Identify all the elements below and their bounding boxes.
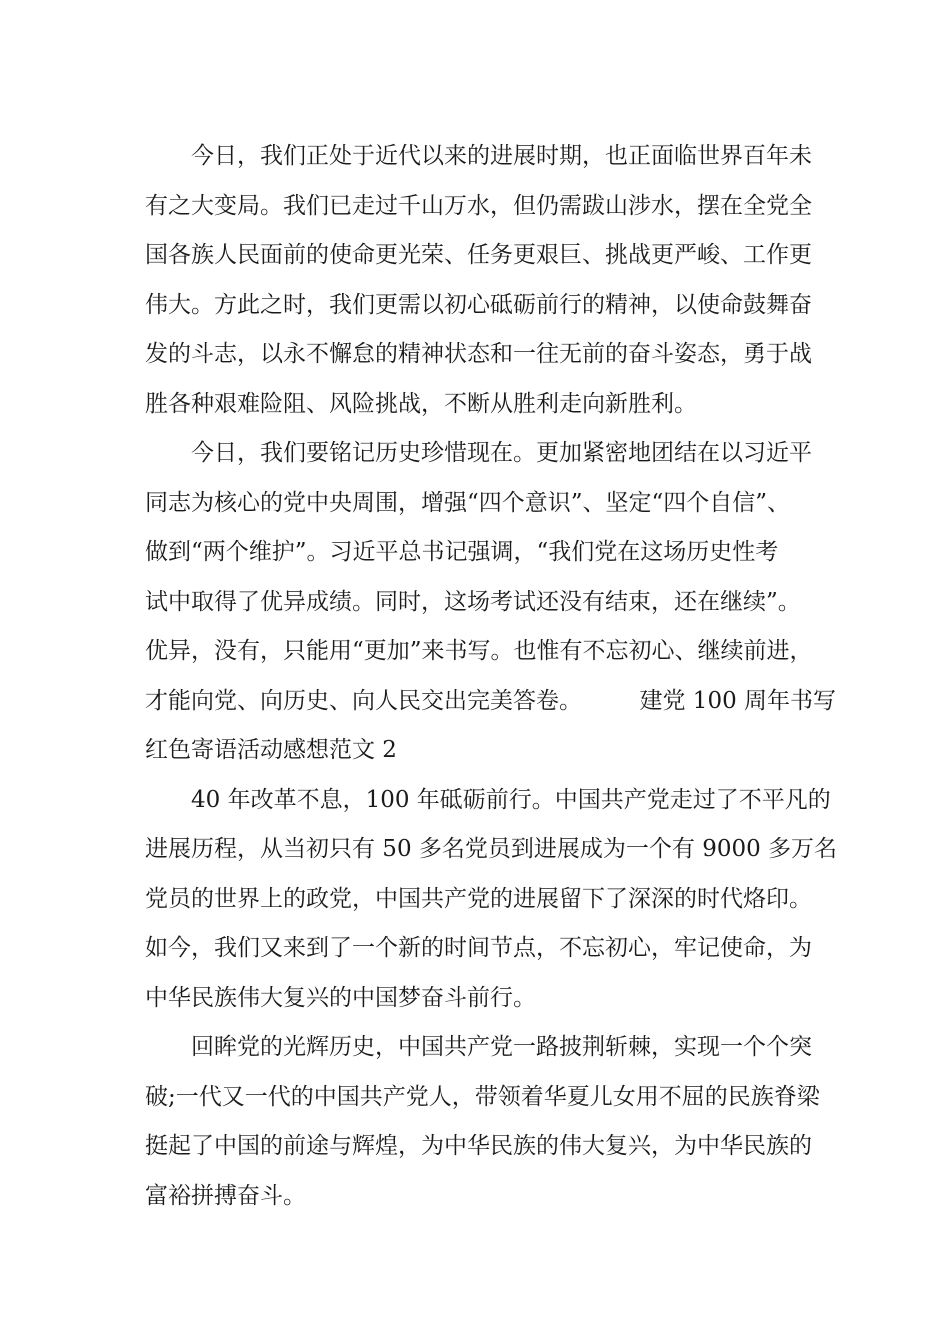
paragraph-line: 胜各种艰难险阻、风险挑战，不断从胜利走向新胜利。 — [145, 390, 697, 417]
paragraph-line: 如今，我们又来到了一个新的时间节点，不忘初心，牢记使命，为 — [145, 935, 812, 961]
paragraph-line: 试中取得了优异成绩。同时，这场考试还没有结束，还在继续”。 — [145, 588, 801, 615]
paragraph-3 — [145, 776, 838, 1024]
paragraph-line: 红色寄语活动感想范文 2 — [145, 737, 397, 763]
paragraph-line: 发的斗志，以永不懈怠的精神状态和一往无前的奋斗姿态，勇于战 — [145, 341, 812, 367]
paragraph-line: 进展历程，从当初只有 50 多名党员到进展成为一个有 9000 多万名 — [145, 836, 838, 862]
paragraph-line: 破;一代又一代的中国共产党人，带领着华夏儿女用不屈的民族脊梁 — [145, 1083, 820, 1110]
paragraph-line: 中华民族伟大复兴的中国梦奋斗前行。 — [145, 984, 536, 1011]
paragraph-line: 才能向党、向历史、向人民交出完美答卷。 建党 100 周年书写 — [145, 687, 837, 714]
paragraph-line: 有之大变局。我们已走过千山万水，但仍需跋山涉水，摆在全党全 — [145, 192, 812, 219]
paragraph-line: 做到“两个维护”。习近平总书记强调，“我们党在这场历史性考 — [145, 539, 779, 565]
paragraph-line: 同志为核心的党中央周围，增强“四个意识”、坚定“四个自信”、 — [145, 489, 791, 516]
document-body — [145, 132, 838, 1221]
paragraph-1 — [145, 132, 835, 429]
paragraph-line: 优异，没有，只能用“更加”来书写。也惟有不忘初心、继续前进， — [145, 638, 813, 664]
paragraph-line: 今日，我们要铭记历史珍惜现在。更加紧密地团结在以习近平 — [191, 440, 812, 466]
paragraph-line: 党员的世界上的政党，中国共产党的进展留下了深深的时代烙印。 — [145, 885, 812, 912]
paragraph-line: 40 年改革不息，100 年砥砺前行。中国共产党走过了不平凡的 — [191, 786, 831, 813]
paragraph-line: 回眸党的光辉历史，中国共产党一路披荆斩棘，实现一个个突 — [191, 1034, 812, 1060]
paragraph-line: 伟大。方此之时，我们更需以初心砥砺前行的精神，以使命鼓舞奋 — [145, 291, 812, 318]
paragraph-4 — [145, 1023, 835, 1221]
paragraph-line: 国各族人民面前的使命更光荣、任务更艰巨、挑战更严峻、工作更 — [145, 242, 812, 268]
paragraph-line: 富裕拼搏奋斗。 — [145, 1182, 306, 1209]
paragraph-line: 今日，我们正处于近代以来的进展时期，也正面临世界百年未 — [191, 143, 812, 169]
paragraph-2 — [145, 429, 835, 776]
paragraph-line: 挺起了中国的前途与辉煌，为中华民族的伟大复兴，为中华民族的 — [145, 1133, 812, 1159]
